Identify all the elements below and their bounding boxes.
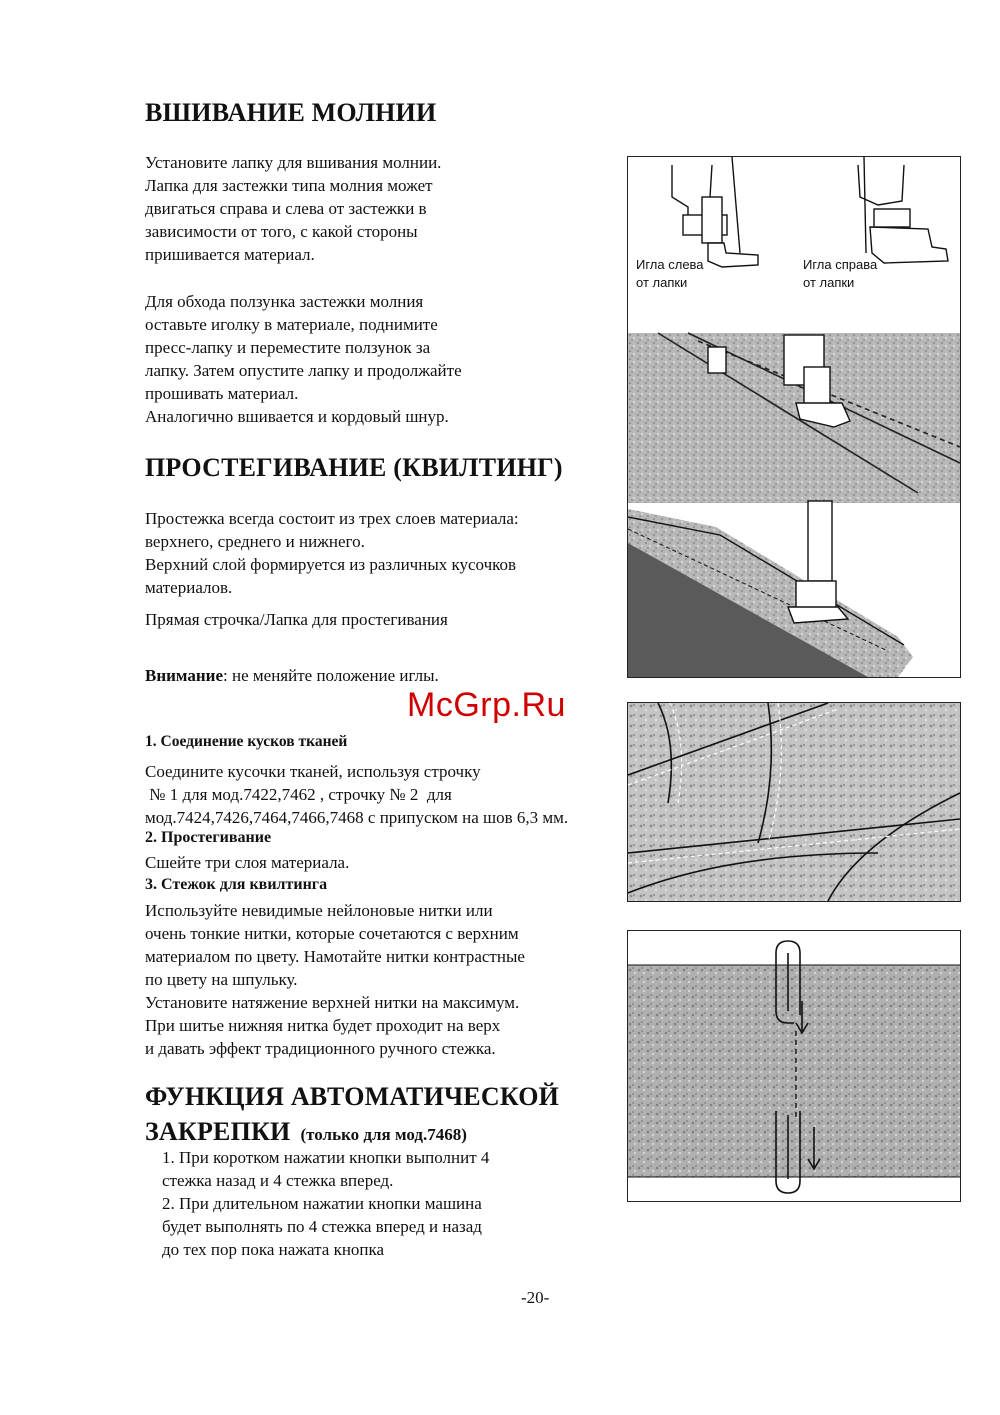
autolock-title-line2 [145, 1117, 467, 1147]
item3-text: Используйте невидимые нейлоновые нитки или очень тонкие нитки, которые сочетаются с верхним материалом по цвету. Намотайте нитки контрастные по цвету на шпульку. Установите натяжение верхней нитки на максимум. При шитье нижняя нитка будет проходит на верх и давать эффект традиционного ручного стежка. [145, 901, 525, 1058]
figure-autolock-stitches [627, 930, 961, 1202]
quilting-stitch-foot: Прямая строчка/Лапка для простегивания [145, 610, 448, 629]
item2-text: Сшейте три слоя материала. [145, 853, 350, 872]
autolock-stitch-drawing [628, 931, 960, 1201]
item2-title: 2. Простегивание [145, 829, 272, 846]
item3-title: 3. Стежок для квилтинга [145, 876, 328, 893]
section-title-autolock: ФУНКЦИЯ АВТОМАТИЧЕСКОЙ [145, 1082, 560, 1111]
item1-title: 1. Соединение кусков тканей [145, 733, 348, 750]
attention-label: Внимание [145, 666, 224, 685]
autolock-item-1: 1. При коротком нажатии кнопки выполнит 4 стежка назад и 4 стежка вперед. [162, 1148, 490, 1190]
section-title-quilting: ПРОСТЕГИВАНИЕ (КВИЛТИНГ) [145, 453, 563, 482]
autolock-title-word: ЗАКРЕПКИ [145, 1117, 291, 1146]
attention-note [145, 664, 605, 687]
figure-zipper-foot [627, 156, 961, 678]
autolock-item-2: 2. При длительном нажатии кнопки машина будет выполнять по 4 стежка вперед и назад до тех пор пока нажата кнопка [162, 1194, 482, 1259]
page-number: -20- [521, 1288, 550, 1307]
quilting-foot-photo [628, 509, 960, 677]
watermark: McGrp.Ru [407, 686, 566, 724]
figure-quilt-pieces [627, 702, 961, 902]
zipper-paragraph-2: Для обхода ползунка застежки молния оставьте иголку в материале, поднимите пресс-лапку и переместите ползунок за лапку. Затем опустите лапку и продолжайте прошивать материал. Аналогично вшивается и кордовый шнур. [145, 292, 462, 426]
section-title-zipper: ВШИВАНИЕ МОЛНИИ [145, 98, 437, 127]
zipper-foot-left-icon [672, 157, 758, 267]
item1-text: Соедините кусочки тканей, используя строчку № 1 для мод.7422,7462 , строчку № 2 для мод.7424,7426,7464,7466,7468 с припуском на шов 6,3 мм. [145, 762, 569, 827]
zipper-paragraph-1: Установите лапку для вшивания молнии. Лапка для застежки типа молния может двигаться справа и слева от застежки в зависимости от того, с какой стороны пришивается материал. [145, 153, 442, 264]
quilt-pieces-drawing [628, 703, 960, 901]
quilting-paragraph-1: Простежка всегда состоит из трех слоев материала: верхнего, среднего и нижнего. Верхний слой формируется из различных кусочков материалов. [145, 509, 519, 597]
label-needle-left: Игла слева от лапки [636, 257, 704, 290]
zipper-foot-right-icon [858, 157, 948, 263]
label-needle-right: Игла справа от лапки [803, 257, 878, 290]
attention-text: : не меняйте положение иглы. [223, 666, 439, 685]
autolock-title-note: (только для мод.7468) [300, 1125, 467, 1144]
zipper-foot-drawing [628, 157, 960, 677]
